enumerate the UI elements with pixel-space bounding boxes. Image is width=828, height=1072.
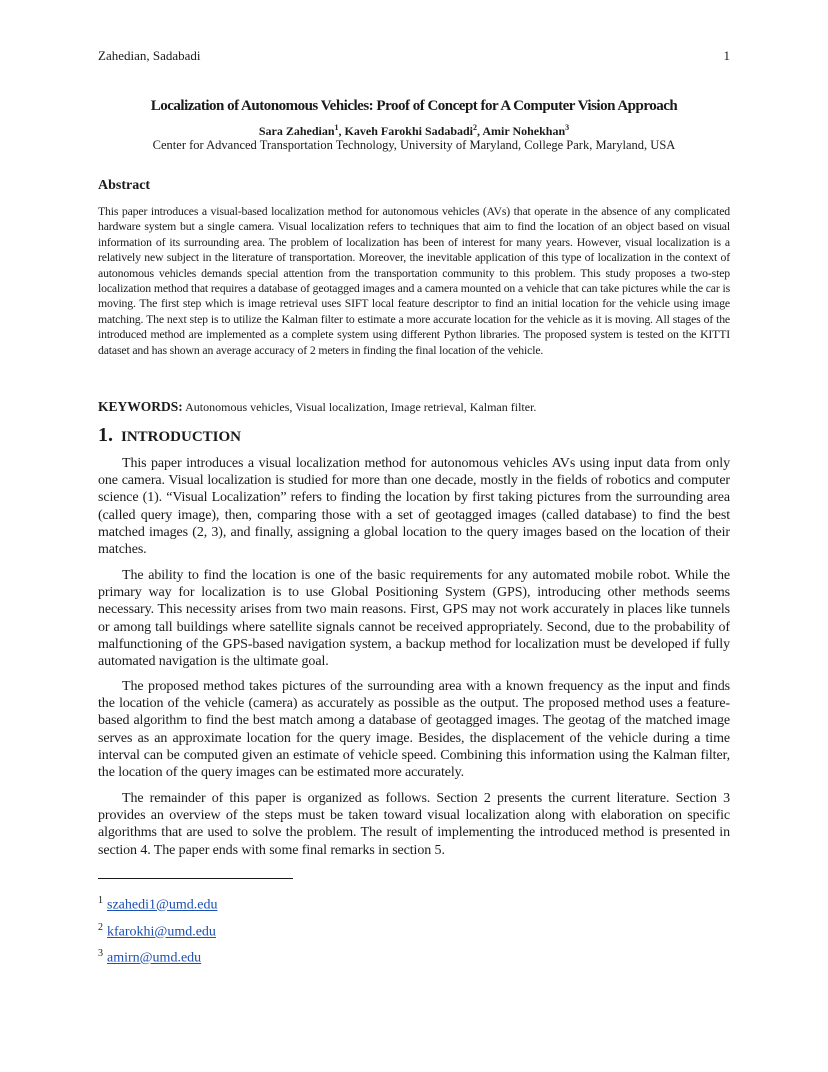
email-link[interactable]: szahedi1@umd.edu: [107, 897, 218, 913]
running-head: Zahedian, Sadabadi: [98, 48, 201, 63]
footnote: [98, 922, 216, 941]
paper-title: Localization of Autonomous Vehicles: Proof of Concept for A Computer Vision Approach: [150, 98, 678, 114]
keywords-text: Autonomous vehicles, Visual localization, Image retrieval, Kalman filter.: [185, 400, 537, 414]
affiliation: Center for Advanced Transportation Technology, University of Maryland, College Park, Maryland, USA: [152, 138, 676, 152]
email-link[interactable]: kfarokhi@umd.edu: [107, 924, 216, 940]
author-name: Amir Nohekhan: [482, 124, 566, 138]
footnote-mark: 3: [98, 948, 103, 959]
author-name: Sara Zahedian: [258, 124, 335, 138]
section-heading: [98, 424, 241, 447]
author-affil-mark: 3: [565, 123, 570, 132]
abstract-heading: Abstract: [98, 178, 151, 193]
author-affil-mark: 1: [334, 123, 339, 132]
email-link[interactable]: amirn@umd.edu: [107, 950, 202, 966]
author-affil-mark: 2: [473, 123, 478, 132]
footnote-mark: 1: [98, 895, 103, 906]
footnote: [98, 895, 217, 914]
section-title: INTRODUCTION: [121, 429, 242, 445]
footnote-mark: 2: [98, 922, 103, 933]
abstract-text: This paper introduces a visual-based localization method for autonomous vehicles (AVs) that operate in the absence of any complicated hardware system but a single camera. Visual localization refers to techniques that aim to find the location of an object based on visual information of its surrounding area. The problem of localization has been of interest for many years. However, visual localization is a relatively new subject in the literature of transportation. Moreover, the inevitable application of this type of localization in the context of autonomous vehicles demands special attention from the transportation community to this problem. This study proposes a two-step localization method that requires a database of geotagged images and a camera mounted on a vehicle that can take pictures while the car is moving. The first step which is image retrieval uses SIFT local feature descriptor to find an initial location for the vehicle using image matching. The next step is to utilize the Kalman filter to estimate a more accurate location for the vehicle as it is moving. All stages of the introduced method are implemented as a complete system using different Python libraries. The proposed system is tested on the KITTI dataset and has shown an average accuracy of 2 meters in finding the final location of the vehicle.: [98, 205, 730, 357]
footnote: [98, 948, 201, 967]
page-number: 1: [723, 48, 730, 63]
keywords-label: KEYWORDS:: [98, 399, 183, 414]
body-paragraph: The remainder of this paper is organized as follows. Section 2 presents the current literature. Section 3 provides an overview of the steps must be taken toward visual localization along with elaboration on specific algorithms that are used to solve the problem. The result of implementing the introduced method is presented in section 4. The paper ends with some final remarks in section 5.: [98, 791, 730, 858]
footnote-divider: [98, 878, 293, 879]
author-name: Kaveh Farokhi Sadabadi: [344, 124, 474, 138]
section-number: 1.: [98, 424, 113, 446]
keywords-line: [98, 399, 730, 415]
body-paragraph: This paper introduces a visual localization method for autonomous vehicles AVs using input data from only one camera. Visual localization is studied for more than one decade, mostly in the fields of robotics and computer science (1). “Visual Localization” refers to finding the location by first taking pictures from the surrounding area (called query image), then, comparing those with a set of geotagged images (called database) to find the best matched images (2, 3), and finally, assigning a global location to the query images based on the location of their matches.: [98, 456, 730, 558]
body-paragraph: The ability to find the location is one of the basic requirements for any automated mobile robot. While the primary way for localization is to use Global Positioning System (GPS), introducing other methods seems necessary. This necessity arises from two main reasons. First, GPS may not work accurately in places like tunnels or among tall buildings where satellite signals cannot be received appropriately. Second, due to the probability of malfunctioning of the GPS-based navigation system, a backup method for localization must be developed if fully automated navigation is the ultimate goal.: [98, 568, 730, 670]
body-paragraph: The proposed method takes pictures of the surrounding area with a known frequency as the input and finds the location of the vehicle (camera) as accurately as possible as the output. The proposed method uses a feature-based algorithm to find the best match among a database of geotagged images. The geotag of the matched image serves as an approximate location for the query image. Besides, the displacement of the vehicle during a time interval can be computed given an estimate of vehicle speed. Combining this information using the Kalman filter, the location of the query images can be estimated more accurately.: [98, 679, 730, 781]
author-list: Sara Zahedian$^1$, Kaveh Farokhi Sadabadi$^2$, Amir Nohekhan$^3$: [258, 123, 570, 138]
